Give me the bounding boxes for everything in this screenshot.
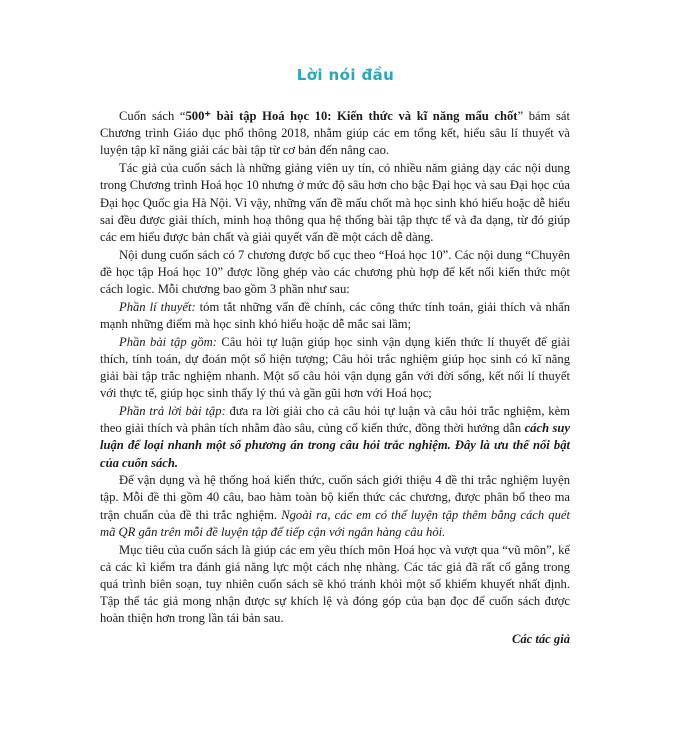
exercise-part-label: Phần bài tập gồm: [119, 334, 217, 349]
theory-part-text: tóm tắt những vấn đề chính, các công thức tính toán, giải thích và nhấn mạnh những điểm mà học sinh khó hiểu hoặc dễ mắc sai lầm; [100, 299, 571, 331]
paragraph-authors: Tác giả của cuốn sách là những giảng viên uy tín, có nhiều năm giảng dạy các nội dung trong Chương trình Hoá học 10 nhưng ở mức độ sâu hơn cho bậc Đại học và sau Đại học của Đại học Quốc gia Hà Nội. Vì vậy, những vấn đề mấu chốt mà học sinh khó hiểu hoặc dễ hiểu sai đều được giải thích, minh hoạ thông qua hệ thống bài tập thực tế và đa dạng, từ đó giúp các em hiểu được bản chất và giải quyết vấn đề một cách dễ dàng. [100, 161, 570, 244]
intro-text-end: ” bám sát Chương trình Giáo dục phổ thông 2018, nhằm giúp các em tổng kết, hiểu sâu lí thuyết và luyện tập kĩ năng giải các bài tập từ cơ bản đến nâng cao. [100, 109, 570, 158]
exams-qr-note: Ngoài ra, các em có thể luyện tập thêm bằng cách quét mã QR gắn trên mỗi đề luyện tập để tiếp cận với ngân hàng câu hỏi. [100, 507, 570, 539]
page-title: Lời nói đầu [296, 66, 395, 84]
answer-part-emphasis: cách suy luận để loại nhanh một số phương án trong câu hỏi trắc nghiệm. Đây là ưu thế nổi bật của cuốn sách. [100, 421, 571, 470]
paragraph-intro [100, 108, 570, 160]
paragraph-structure: Nội dung cuốn sách có 7 chương được bố cục theo “Hoá học 10”. Các nội dung “Chuyên đề học tập Hoá học 10” được lồng ghép vào các chương phù hợp để kết nối kiến thức một cách logic. Mỗi chương bao gồm 3 phần như sau: [100, 247, 570, 297]
paragraph-exams [100, 472, 570, 541]
answer-part-label: Phần trả lời bài tập: [119, 403, 226, 418]
signature: Các tác giả [511, 631, 570, 646]
paragraph-exercise-part [100, 334, 570, 403]
preface-body [100, 108, 570, 648]
book-title: 500⁺ bài tập Hoá học 10: Kiến thức và kĩ năng mấu chốt [185, 109, 518, 123]
intro-text-start: Cuốn sách “ [119, 109, 186, 123]
paragraph-answer-part [100, 403, 570, 472]
exercise-part-text: Câu hỏi tự luận giúp học sinh vận dụng kiến thức lí thuyết để giải thích, tính toán, dự đoán một số hiện tượng; Câu hỏi trắc nghiệm giúp học sinh có kĩ năng giải bài tập trắc nghiệm nhanh. Một số câu hỏi vận dụng gắn với đời sống, kết nối lí thuyết với thực tế, giúp học sinh thấy lý thú và gần gũi hơn với Hoá học; [100, 334, 570, 401]
theory-part-label: Phần lí thuyết: [119, 299, 196, 314]
exams-text: Để vận dụng và hệ thống hoá kiến thức, cuốn sách giới thiệu 4 đề thi trắc nghiệm luyện tập. Mỗi đề thi gồm 40 câu, bao hàm toàn bộ kiến thức các chương, được phân bố theo ma trận chuẩn của đề thi trắc nghiệm. [100, 473, 570, 522]
answer-part-text: đưa ra lời giải cho cả câu hỏi tự luận và câu hỏi trắc nghiệm, kèm theo giải thích và phân tích nhằm đào sâu, củng cố kiến thức, đồng thời hướng dẫn [100, 403, 570, 436]
paragraph-theory-part [100, 299, 570, 333]
paragraph-goal: Mục tiêu của cuốn sách là giúp các em yêu thích môn Hoá học và vượt qua “vũ môn”, kể cả các kì kiểm tra đánh giá năng lực một cách nhẹ nhàng. Các tác giả đã rất cố gắng trong quá trình biên soạn, tuy nhiên cuốn sách sẽ khó tránh khỏi một số khiếm khuyết nhất định. Tập thể tác giả mong nhận được sự khích lệ và đóng góp của bạn đọc để cuốn sách được hoàn thiện hơn trong lần tái bản sau. [100, 542, 570, 626]
